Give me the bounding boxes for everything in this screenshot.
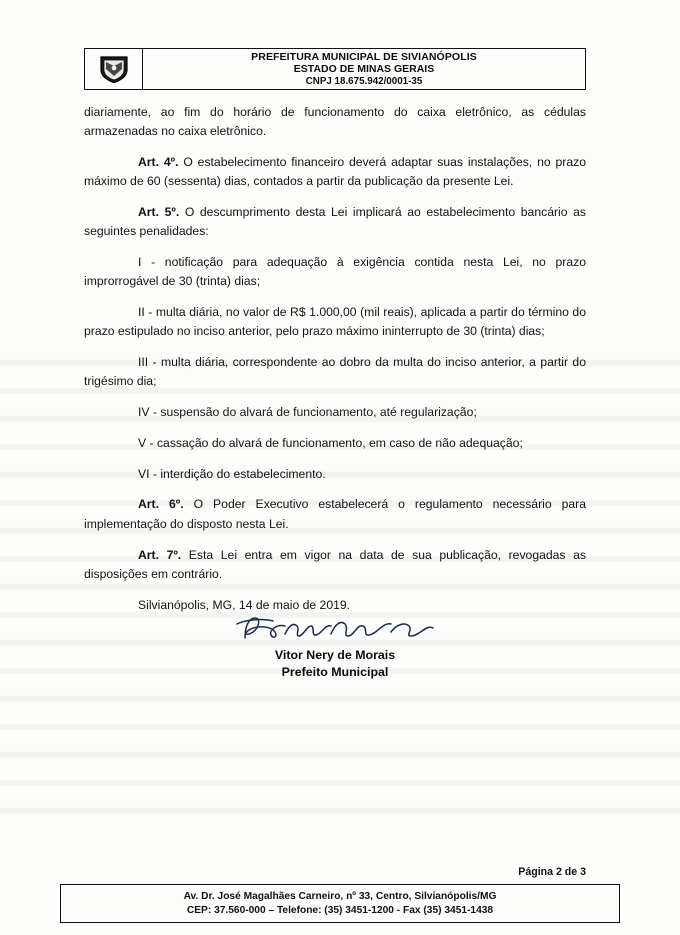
article-4-text: O estabelecimento financeiro deverá adaptar suas instalações, no prazo máximo de 60 (sessenta) dias, contados a partir da publicação da presente Lei. bbox=[84, 155, 586, 189]
handwritten-signature-icon bbox=[84, 612, 586, 646]
article-4-label: Art. 4º. bbox=[138, 155, 179, 170]
coat-of-arms-icon bbox=[97, 54, 131, 84]
paragraph-continuation: diariamente, ao fim do horário de funcionamento do caixa eletrônico, as cédulas armazenadas no caixa eletrônico. bbox=[84, 105, 586, 139]
article-4-paragraph bbox=[84, 153, 586, 192]
article-5-label: Art. 5º. bbox=[138, 205, 180, 220]
article-5-paragraph bbox=[84, 203, 586, 242]
signature-block bbox=[84, 612, 586, 680]
article-6-paragraph bbox=[84, 495, 586, 534]
article-5-text: O descumprimento desta Lei implicará ao estabelecimento bancário as seguintes penalidades: bbox=[84, 205, 586, 239]
footer-right-edge bbox=[619, 884, 620, 922]
clause-item-ii: II - multa diária, no valor de R$ 1.000,00 (mil reais), aplicada a partir do término do prazo estipulado no inciso anterior, pelo prazo máximo ininterrupto de 30 (trinta) dias; bbox=[84, 305, 586, 339]
header-text-block bbox=[143, 49, 585, 89]
clause-item-v: V - cassação do alvará de funcionamento, em caso de não adequação; bbox=[138, 435, 523, 450]
article-6-text: O Poder Executivo estabelecerá o regulamento necessário para implementação do disposto nesta Lei. bbox=[84, 497, 586, 531]
footer-contact: CEP: 37.560-000 – Telefone: (35) 3451-1200 - Fax (35) 3451-1438 bbox=[186, 905, 494, 917]
signatory-role: Prefeito Municipal bbox=[281, 664, 389, 679]
clause-item-vi: VI - interdição do estabelecimento. bbox=[138, 466, 326, 481]
article-7-label: Art. 7º. bbox=[138, 547, 182, 562]
article-7-text: Esta Lei entra em vigor na data de sua publicação, revogadas as disposições em contrário. bbox=[84, 547, 586, 581]
signatory-name: Vitor Nery de Morais bbox=[274, 648, 396, 662]
footer-bottom-rule bbox=[60, 922, 620, 923]
article-7-paragraph bbox=[84, 546, 586, 585]
header-line-cnpj: CNPJ 18.675.942/0001-35 bbox=[305, 75, 423, 87]
place-and-date: Silvianópolis, MG, 14 de maio de 2019. bbox=[138, 597, 351, 612]
clause-item-i: I - notificação para adequação à exigência contida nesta Lei, no prazo improrrogável de 30 (trinta) dias; bbox=[84, 255, 586, 289]
clause-item-iii: III - multa diária, correspondente ao dobro da multa do inciso anterior, a partir do trigésimo dia; bbox=[84, 355, 586, 389]
crest-cell bbox=[85, 49, 143, 89]
page-number: Página 2 de 3 bbox=[518, 866, 586, 878]
article-6-label: Art. 6º. bbox=[138, 497, 184, 512]
document-header bbox=[84, 48, 586, 90]
clause-item-iv: IV - suspensão do alvará de funcionamento, até regularização; bbox=[138, 405, 477, 420]
header-line-state: ESTADO DE MINAS GERAIS bbox=[293, 63, 435, 76]
footer-address: Av. Dr. José Magalhães Carneiro, nº 33, Centro, Silvianópolis/MG bbox=[183, 891, 497, 902]
header-line-municipality: PREFEITURA MUNICIPAL DE SIVIANÓPOLIS bbox=[251, 50, 477, 63]
document-body bbox=[84, 103, 586, 626]
document-footer bbox=[60, 884, 620, 919]
footer-left-edge bbox=[60, 884, 61, 922]
